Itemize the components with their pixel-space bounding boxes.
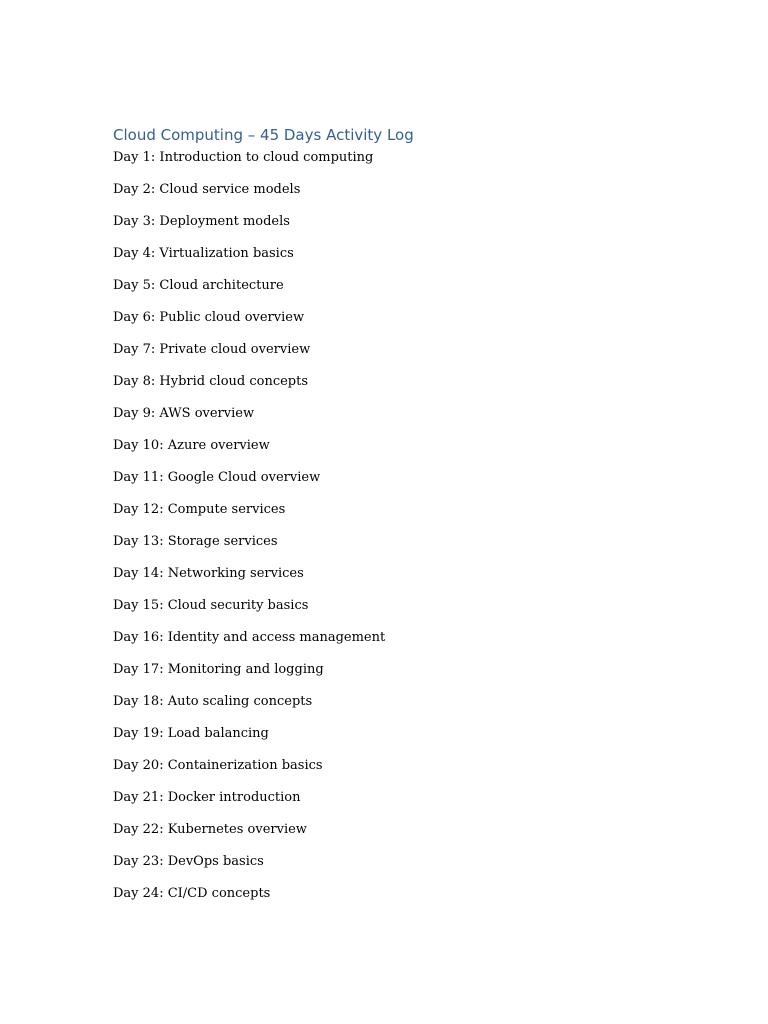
activity-log-list (113, 149, 385, 917)
log-entry-day-19: Day 19: Load balancing (113, 726, 269, 741)
log-entry-day-18: Day 18: Auto scaling concepts (113, 694, 313, 709)
log-entry-day-1: Day 1: Introduction to cloud computing (113, 150, 374, 165)
document-title: Cloud Computing – 45 Days Activity Log (113, 126, 414, 144)
log-entry-day-2: Day 2: Cloud service models (113, 182, 301, 197)
log-entry-day-5: Day 5: Cloud architecture (113, 278, 284, 293)
log-entry-day-8: Day 8: Hybrid cloud concepts (113, 374, 309, 389)
log-entry-day-11: Day 11: Google Cloud overview (113, 470, 321, 485)
log-entry-day-6: Day 6: Public cloud overview (113, 310, 305, 325)
log-entry-day-4: Day 4: Virtualization basics (113, 246, 294, 261)
log-entry-day-22: Day 22: Kubernetes overview (113, 822, 307, 837)
log-entry-day-16: Day 16: Identity and access management (113, 630, 386, 645)
log-entry-day-21: Day 21: Docker introduction (113, 790, 301, 805)
log-entry-day-23: Day 23: DevOps basics (113, 854, 264, 869)
log-entry-day-7: Day 7: Private cloud overview (113, 342, 311, 357)
log-entry-day-15: Day 15: Cloud security basics (113, 598, 309, 613)
log-entry-day-9: Day 9: AWS overview (113, 406, 255, 421)
log-entry-day-20: Day 20: Containerization basics (113, 758, 323, 773)
log-entry-day-14: Day 14: Networking services (113, 566, 304, 581)
log-entry-day-12: Day 12: Compute services (113, 502, 286, 517)
log-entry-day-13: Day 13: Storage services (113, 534, 278, 549)
log-entry-day-17: Day 17: Monitoring and logging (113, 662, 324, 677)
log-entry-day-3: Day 3: Deployment models (113, 214, 290, 229)
log-entry-day-10: Day 10: Azure overview (113, 438, 270, 453)
log-entry-day-24: Day 24: CI/CD concepts (113, 886, 271, 901)
